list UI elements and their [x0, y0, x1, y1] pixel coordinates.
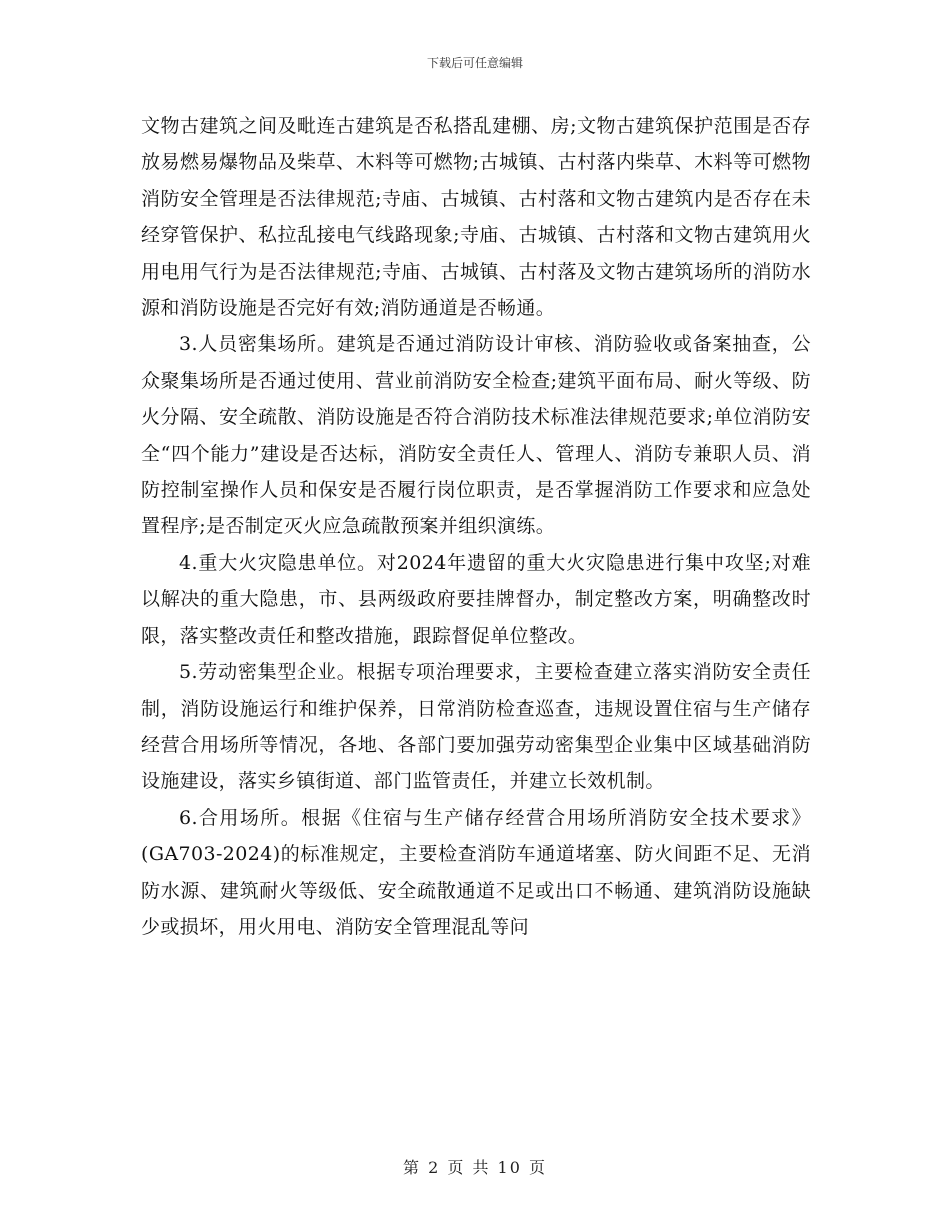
- page-header: 下载后可任意编辑: [426, 56, 523, 70]
- paragraph-mixed-use: 6.合用场所。根据《住宿与生产储存经营合用场所消防安全技术要求》(GA703-2024)的标准规定，主要检查消防车通道堵塞、防火间距不足、无消防水源、建筑耐火等级低、安全疏散通道不足或出口不畅通、建筑消防设施缺少或损坏，用火用电、消防安全管理混乱等问: [141, 806, 811, 938]
- paragraph-major-hazards: 4.重大火灾隐患单位。对2024年遗留的重大火灾隐患进行集中攻坚;对难以解决的重大隐患，市、县两级政府要挂牌督办，制定整改方案，明确整改时限，落实整改责任和整改措施，跟踪督促单位整改。: [141, 551, 811, 647]
- page-number: 第 2 页 共 10 页: [403, 1158, 547, 1177]
- paragraph-labor-intensive: 5.劳动密集型企业。根据专项治理要求，主要检查建立落实消防安全责任制，消防设施运行和维护保养，日常消防检查巡查，违规设置住宿与生产储存经营合用场所等情况，各地、各部门要加强劳动密集型企业集中区域基础消防设施建设，落实乡镇街道、部门监管责任，并建立长效机制。: [141, 661, 811, 793]
- document-body: [141, 108, 811, 945]
- paragraph-crowded-places: 3.人员密集场所。建筑是否通过消防设计审核、消防验收或备案抽查，公众聚集场所是否通过使用、营业前消防安全检查;建筑平面布局、耐火等级、防火分隔、安全疏散、消防设施是否符合消防技术标准法律规范要求;单位消防安全“四个能力”建设是否达标，消防安全责任人、管理人、消防专兼职人员、消防控制室操作人员和保安是否履行岗位职责，是否掌握消防工作要求和应急处置程序;是否制定灭火应急疏散预案并组织演练。: [141, 333, 811, 538]
- paragraph-heritage-continuation: 文物古建筑之间及毗连古建筑是否私搭乱建棚、房;文物古建筑保护范围是否存放易燃易爆物品及柴草、木料等可燃物;古城镇、古村落内柴草、木料等可燃物消防安全管理是否法律规范;寺庙、古城镇、古村落和文物古建筑内是否存在未经穿管保护、私拉乱接电气线路现象;寺庙、古城镇、古村落和文物古建筑用火用电用气行为是否法律规范;寺庙、古城镇、古村落及文物古建筑场所的消防水源和消防设施是否完好有效;消防通道是否畅通。: [141, 115, 811, 320]
